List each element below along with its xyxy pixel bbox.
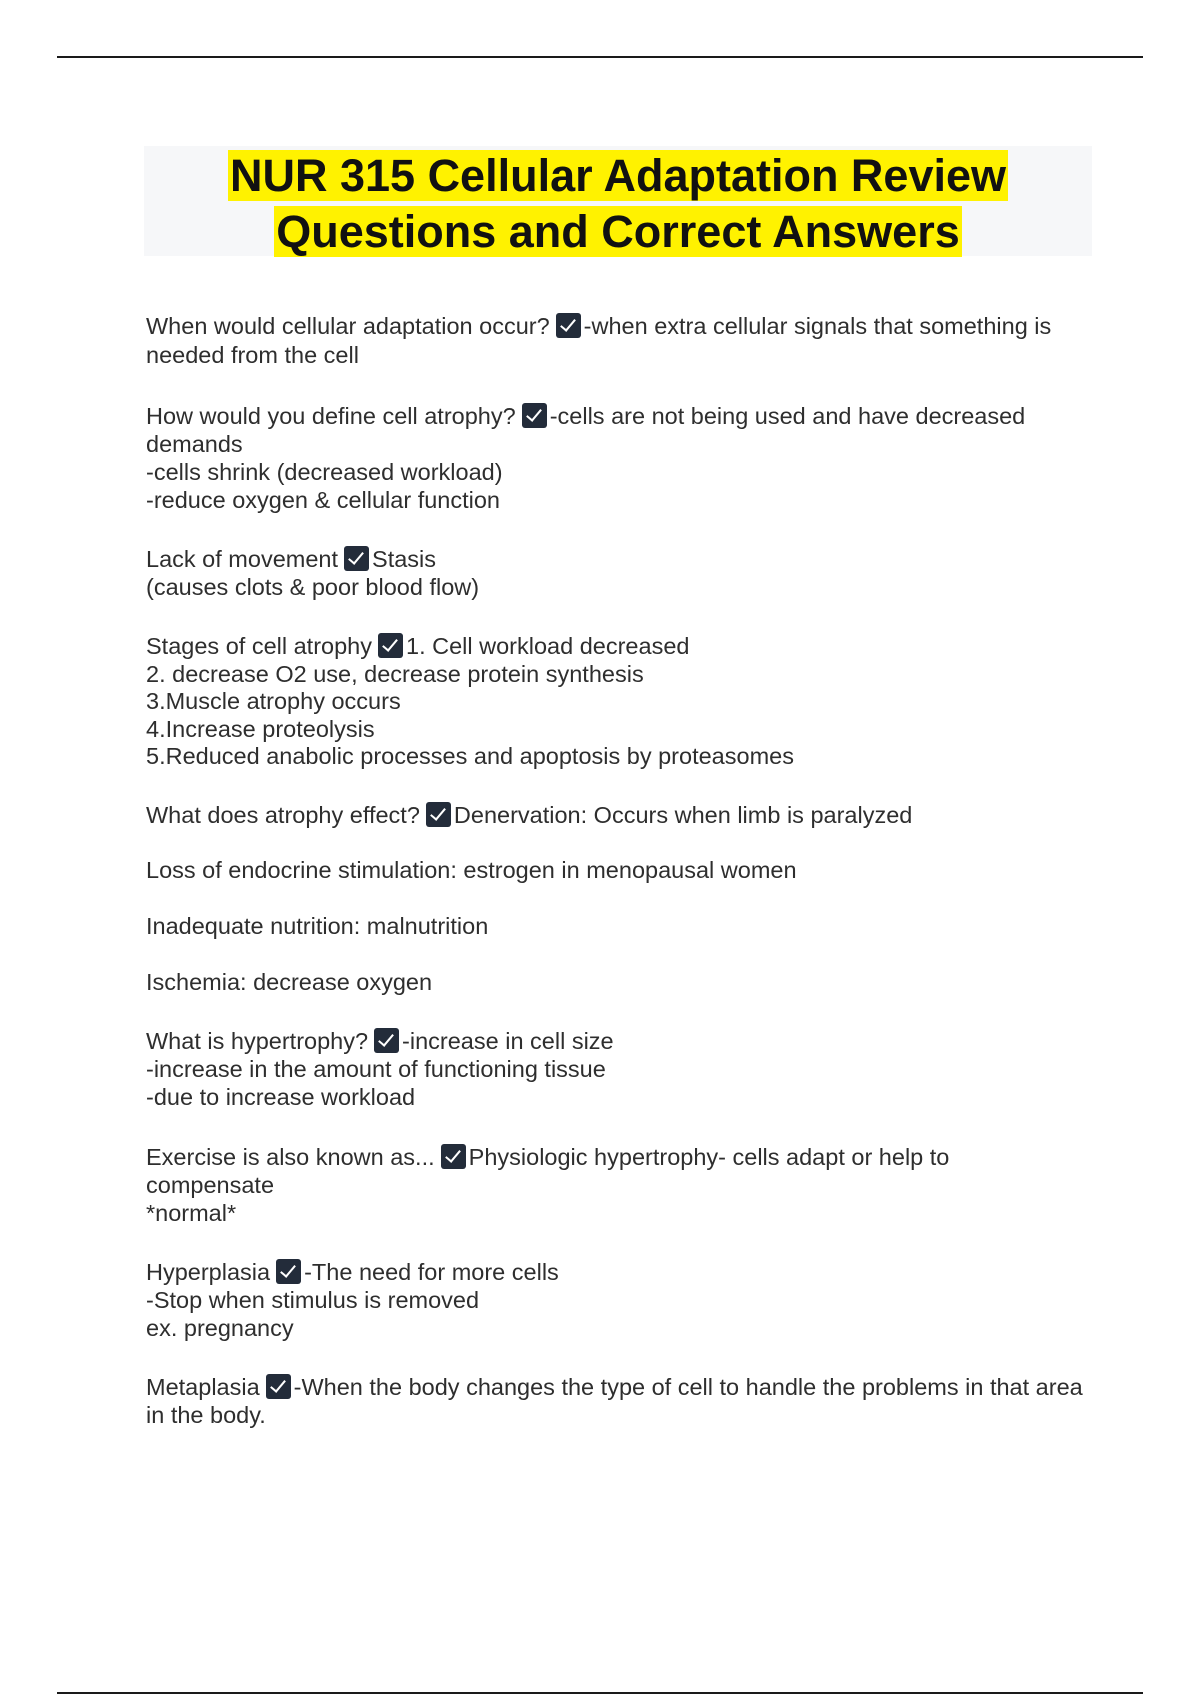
answer-paragraph xyxy=(146,856,1096,885)
qa-item xyxy=(146,545,1096,601)
checkbox-checked-icon xyxy=(426,802,451,827)
answer-text: -when extra cellular signals that something is needed from the cell xyxy=(146,313,1052,368)
answer-line: (causes clots & poor blood flow) xyxy=(146,574,480,600)
document-title xyxy=(144,146,1092,260)
title-line-2: Questions and Correct Answers xyxy=(276,206,960,257)
question-text: Metaplasia xyxy=(146,1373,260,1400)
answer-line: 5.Reduced anabolic processes and apoptosis by proteasomes xyxy=(146,743,794,769)
title-banner xyxy=(144,146,1092,256)
top-rule xyxy=(57,56,1143,58)
checkbox-checked-icon xyxy=(344,546,369,571)
question-text: Hyperplasia xyxy=(146,1258,271,1285)
answer-line: *normal* xyxy=(146,1199,237,1226)
answer-line: -increase in the amount of functioning tissue xyxy=(146,1055,606,1082)
answer-text: -cells are not being used and have decreased demands xyxy=(146,403,1026,457)
answer-line: Ischemia: decrease oxygen xyxy=(146,969,433,995)
qa-item xyxy=(146,801,1096,830)
qa-item xyxy=(146,1143,1096,1227)
answer-text: -The need for more cells xyxy=(304,1258,559,1285)
answer-text: Stasis xyxy=(372,546,437,572)
answer-line: -reduce oxygen & cellular function xyxy=(146,487,501,513)
answer-text: Denervation: Occurs when limb is paralyzed xyxy=(453,801,913,828)
answer-line: ex. pregnancy xyxy=(146,1314,294,1341)
checkbox-checked-icon xyxy=(441,1144,466,1169)
checkbox-checked-icon xyxy=(556,313,581,338)
checkbox-checked-icon xyxy=(276,1259,301,1284)
checkbox-checked-icon xyxy=(266,1374,291,1399)
question-text: Lack of movement xyxy=(146,546,339,572)
answer-text: 1. Cell workload decreased xyxy=(406,633,690,659)
answer-line: Loss of endocrine stimulation: estrogen in menopausal women xyxy=(146,857,797,883)
bottom-rule xyxy=(57,1692,1143,1694)
question-text: Stages of cell atrophy xyxy=(146,633,372,659)
question-text: When would cellular adaptation occur? xyxy=(146,313,550,339)
answer-paragraph xyxy=(146,912,1096,941)
answer-line: 3.Muscle atrophy occurs xyxy=(146,688,401,714)
answer-line: -cells shrink (decreased workload) xyxy=(146,459,503,485)
qa-item xyxy=(146,312,1096,369)
question-text: How would you define cell atrophy? xyxy=(146,403,516,429)
checkbox-checked-icon xyxy=(378,633,403,658)
qa-item xyxy=(146,1258,1096,1342)
qa-item xyxy=(146,402,1096,514)
answer-line: -due to increase workload xyxy=(146,1083,416,1110)
question-text: What is hypertrophy? xyxy=(146,1027,369,1054)
qa-list xyxy=(146,312,1096,1461)
checkbox-checked-icon xyxy=(522,403,547,428)
qa-item xyxy=(146,1027,1096,1111)
question-text: Exercise is also known as... xyxy=(146,1143,435,1170)
title-line-1: NUR 315 Cellular Adaptation Review xyxy=(229,150,1007,201)
question-text: What does atrophy effect? xyxy=(146,801,420,828)
answer-text: -increase in cell size xyxy=(402,1027,614,1054)
answer-line: 4.Increase proteolysis xyxy=(146,715,375,742)
answer-paragraph xyxy=(146,968,1096,997)
answer-line: 2. decrease O2 use, decrease protein synthesis xyxy=(146,660,644,687)
qa-item xyxy=(146,1373,1096,1430)
answer-line: Inadequate nutrition: malnutrition xyxy=(146,912,489,939)
answer-text: -When the body changes the type of cell to handle the problems in that area in the body. xyxy=(146,1373,1083,1428)
checkbox-checked-icon xyxy=(374,1028,399,1053)
answer-text: Physiologic hypertrophy- cells adapt or help to compensate xyxy=(146,1143,950,1198)
answer-line: -Stop when stimulus is removed xyxy=(146,1286,480,1313)
qa-item xyxy=(146,633,1096,771)
